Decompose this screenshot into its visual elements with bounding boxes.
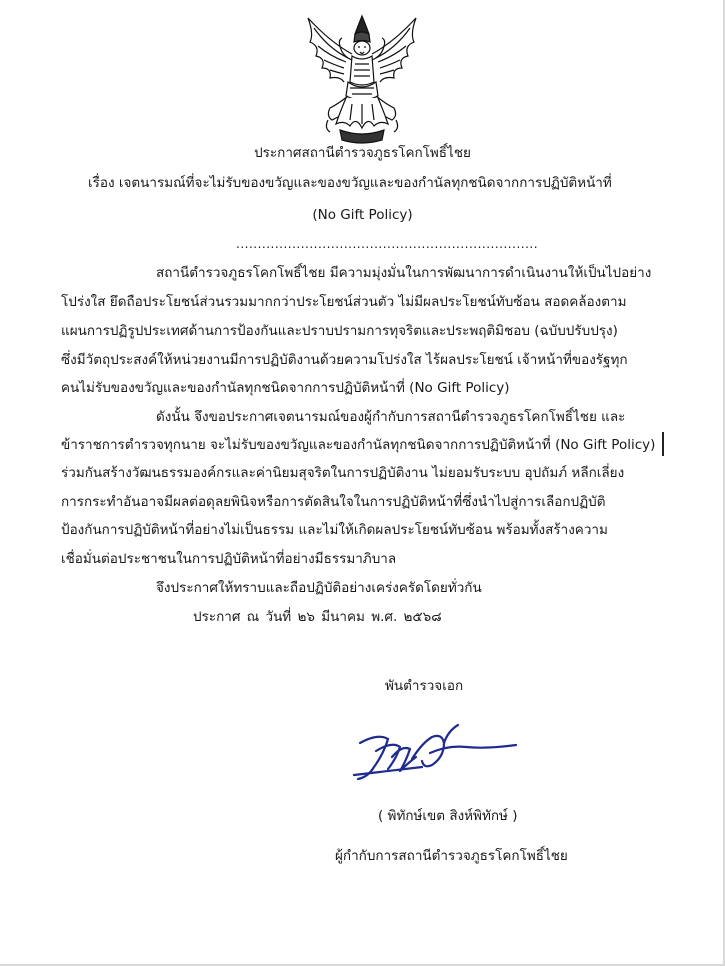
paragraph2-line: ข้าราชการตำรวจทุกนาย จะไม่รับของขวัญและของกำนัลทุกชนิดจากการปฏิบัติหน้าที่ (No Gift Policy) [61, 437, 656, 453]
paragraph1-line: ซึ่งมีวัตถุประสงค์ให้หน่วยงานมีการปฏิบัติงานด้วยความโปร่งใส ไร้ผลประโยชน์ เจ้าหน้าที่ของรัฐทุก [61, 352, 628, 368]
text-cursor [662, 432, 664, 456]
paragraph2-line: เชื่อมั่นต่อประชาชนในการปฏิบัติหน้าที่อย่างมีธรรมาภิบาล [61, 551, 397, 567]
separator-dots: ...................................................................... [236, 237, 539, 251]
paragraph2-line: การกระทำอันอาจมีผลต่อดุลยพินิจหรือการตัดสินใจในการปฏิบัติหน้าที่ซึ่งนำไปสู่การเลือกปฏิบัติ [61, 494, 606, 510]
paragraph1-line: โปร่งใส ยึดถือประโยชน์ส่วนรวมมากกว่าประโยชน์ส่วนตัว ไม่มีผลประโยชน์ทับซ้อน สอดคล้องตาม [61, 294, 627, 310]
garuda-emblem-icon [300, 12, 424, 146]
paragraph2-line: ดังนั้น จึงขอประกาศเจตนารมณ์ของผู้กำกับการสถานีตำรวจภูธรโคกโพธิ์ไชย และ [156, 409, 626, 425]
handwritten-signature [348, 713, 526, 791]
paragraph2-line: ป้องกันการปฏิบัติหน้าที่อย่างไม่เป็นธรรม และไม่ให้เกิดผลประโยชน์ทับซ้อน พร้อมทั้งสร้างความ [61, 522, 608, 538]
closing-statement: จึงประกาศให้ทราบและถือปฏิบัติอย่างเคร่งครัดโดยทั่วกัน [156, 580, 482, 596]
paragraph1-line: คนไม่รับของขวัญและของกำนัลทุกชนิดจากการปฏิบัติหน้าที่ (No Gift Policy) [61, 380, 510, 396]
paragraph1-line: แผนการปฏิรูปประเทศด้านการป้องกันและปราบปรามการทุจริตและประพฤติมิชอบ (ฉบับปรับปรุง) [61, 323, 618, 339]
paragraph1-line: สถานีตำรวจภูธรโคกโพธิ์ไชย มีความมุ่งมั่นในการพัฒนาการดำเนินงานให้เป็นไปอย่าง [156, 265, 652, 281]
signatory-name: ( พิทักษ์เขต สิงห์พิทักษ์ ) [378, 808, 518, 824]
announcement-date: ประกาศ ณ วันที่ ๒๖ มีนาคม พ.ศ. ๒๕๖๘ [193, 609, 442, 625]
signatory-position: ผู้กำกับการสถานีตำรวจภูธรโคกโพธิ์ไชย [335, 848, 568, 864]
policy-label: (No Gift Policy) [312, 207, 413, 223]
announcement-subject: เรื่อง เจตนารมณ์ที่จะไม่รับของขวัญและของขวัญและของกำนัลทุกชนิดจากการปฏิบัติหน้าที่ [88, 175, 612, 191]
signatory-rank: พันตำรวจเอก [385, 678, 464, 694]
announcement-title: ประกาศสถานีตำรวจภูธรโคกโพธิ์ไชย [254, 145, 471, 161]
paragraph2-line: ร่วมกันสร้างวัฒนธรรมองค์กรและค่านิยมสุจริตในการปฏิบัติงาน ไม่ยอมรับระบบ อุปถัมภ์ หลีกเลี่ยง [61, 465, 625, 481]
